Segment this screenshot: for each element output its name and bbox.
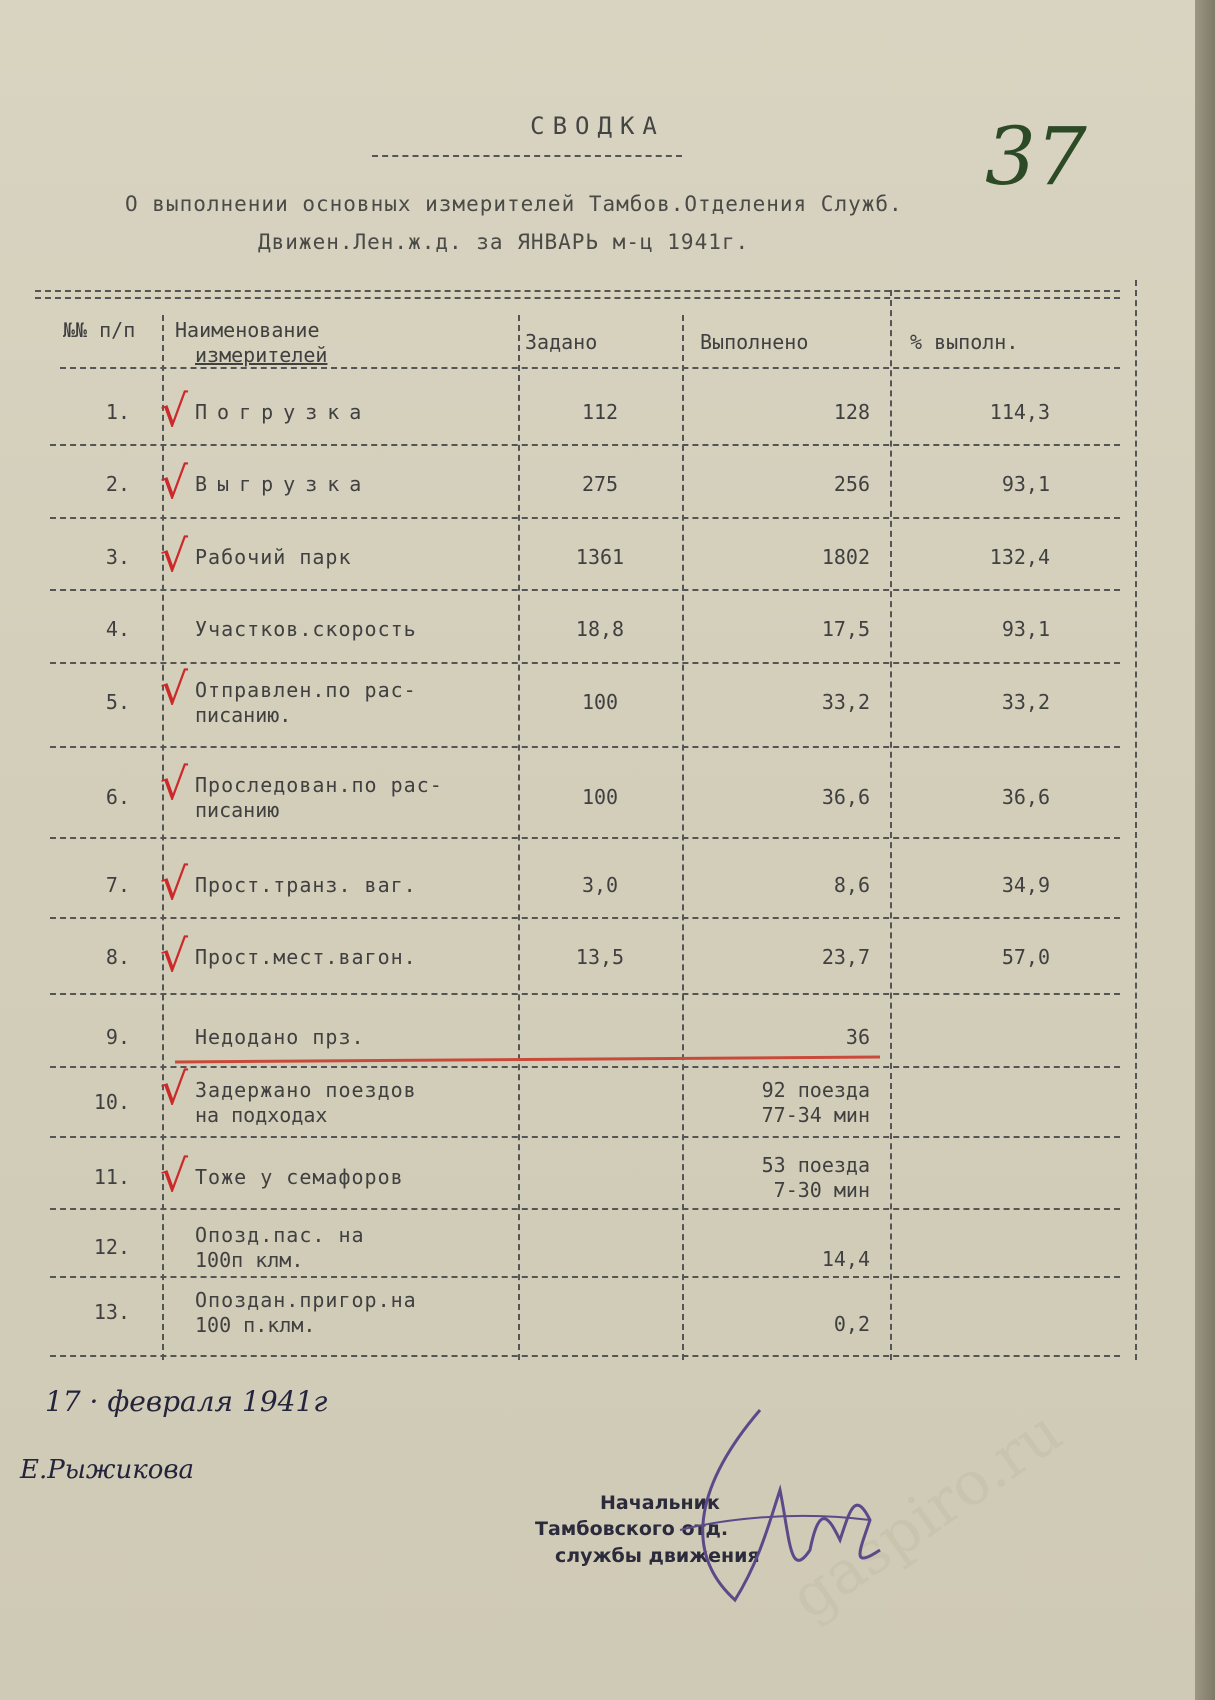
- row-separator: [50, 662, 1120, 664]
- row-number: 12.: [93, 1235, 130, 1259]
- stamp-line-3: службы движения: [555, 1545, 760, 1567]
- row-done-continued: 0,2: [833, 1312, 870, 1336]
- row-percent: 34,9: [1001, 873, 1050, 897]
- row-percent: 132,4: [989, 545, 1050, 569]
- row-done: 256: [833, 472, 870, 496]
- row-separator: [50, 1208, 1120, 1210]
- row-separator: [50, 1276, 1120, 1278]
- row-done: 128: [833, 400, 870, 424]
- row-separator: [50, 1066, 1120, 1068]
- checkmark-icon: √: [160, 931, 189, 982]
- header-assigned: Задано: [525, 330, 598, 354]
- title-underline: [372, 155, 682, 157]
- subtitle-line-2: Движен.Лен.ж.д. за ЯНВАРЬ м-ц 1941г.: [258, 230, 750, 254]
- table-top-border-2: [35, 297, 1120, 299]
- page-number: 37: [985, 110, 1087, 203]
- watermark: gaspiro.ru: [778, 1396, 1075, 1634]
- table-top-border: [35, 290, 1120, 292]
- row-assigned: 100: [581, 690, 619, 714]
- row-done: 8,6: [833, 873, 870, 897]
- row-name-continued: писанию.: [195, 703, 292, 727]
- row-name: Проследован.по рас-: [195, 773, 443, 797]
- row-name: Прост.транз. ваг.: [195, 873, 417, 897]
- row-name-continued: на подходах: [195, 1103, 328, 1127]
- row-percent: 93,1: [1001, 472, 1050, 496]
- stamp-line-1: Начальник: [600, 1492, 720, 1514]
- row-done: 23,7: [821, 945, 870, 969]
- row-name: Прост.мест.вагон.: [195, 945, 417, 969]
- row-number: 4.: [105, 617, 130, 641]
- page-edge: [1195, 0, 1215, 1700]
- row-number: 6.: [105, 785, 130, 809]
- col-divider-percent: [890, 290, 892, 1360]
- row-separator: [50, 1355, 1120, 1357]
- row-number: 9.: [105, 1025, 130, 1049]
- row-number: 2.: [105, 472, 130, 496]
- row-done-continued: 7-30 мин: [773, 1178, 870, 1202]
- stamp-line-2: Тамбовского отд.: [535, 1518, 729, 1540]
- document-title: СВОДКА: [530, 112, 665, 140]
- row-done: 33,2: [821, 690, 870, 714]
- row-percent: 33,2: [1001, 690, 1050, 714]
- row-name: Задержано поездов: [195, 1078, 417, 1102]
- row-name: Отправлен.по рас-: [195, 678, 417, 702]
- row-done: 1802: [821, 545, 870, 569]
- subtitle-line-1: О выполнении основных измерителей Тамбов.Отделения Служб.: [125, 192, 903, 216]
- row-separator: [50, 993, 1120, 995]
- row-name: Выгрузка: [195, 472, 372, 496]
- row-percent: 114,3: [989, 400, 1050, 424]
- row-done: 17,5: [821, 617, 870, 641]
- row-number: 8.: [105, 945, 130, 969]
- row-percent: 93,1: [1001, 617, 1050, 641]
- row-separator: [50, 589, 1120, 591]
- row-number: 10.: [93, 1090, 130, 1114]
- row-separator: [50, 444, 1120, 446]
- checkmark-icon: √: [160, 664, 189, 715]
- row-number: 11.: [93, 1165, 130, 1189]
- row-done: 36: [845, 1025, 870, 1049]
- row-name: Участков.скорость: [195, 617, 417, 641]
- row-done: 53 поезда: [761, 1153, 870, 1177]
- row-name: Погрузка: [195, 400, 372, 424]
- row-name: Тоже у семафоров: [195, 1165, 404, 1189]
- row-done: 36,6: [821, 785, 870, 809]
- row-assigned: 275: [581, 472, 619, 496]
- row-separator: [50, 917, 1120, 919]
- row-name: Недодано прз.: [195, 1025, 365, 1049]
- checkmark-icon: √: [160, 386, 189, 437]
- row-percent: 57,0: [1001, 945, 1050, 969]
- row-separator: [50, 746, 1120, 748]
- row-assigned: 3,0: [581, 873, 619, 897]
- checkmark-icon: √: [160, 1064, 189, 1115]
- row-done-continued: 14,4: [821, 1247, 870, 1271]
- row-name-continued: 100 п.клм.: [195, 1313, 316, 1337]
- row-separator: [50, 837, 1120, 839]
- checkmark-icon: √: [160, 531, 189, 582]
- handwritten-signature: [640, 1400, 900, 1630]
- row-done-continued: 77-34 мин: [761, 1103, 870, 1127]
- header-name-2: измерителей: [195, 343, 328, 367]
- row-assigned: 13,5: [575, 945, 625, 969]
- row-number: 5.: [105, 690, 130, 714]
- checkmark-icon: √: [160, 1151, 189, 1202]
- table-right-border: [1135, 280, 1137, 1360]
- row-number: 13.: [93, 1300, 130, 1324]
- row-separator: [50, 1136, 1120, 1138]
- row-name: Опозд.пас. на: [195, 1223, 365, 1247]
- row-done: 92 поезда: [761, 1078, 870, 1102]
- checkmark-icon: √: [160, 759, 189, 810]
- checkmark-icon: √: [160, 859, 189, 910]
- row-percent: 36,6: [1001, 785, 1050, 809]
- header-done: Выполнено: [700, 330, 809, 354]
- row-assigned: 112: [581, 400, 619, 424]
- row-name: Рабочий парк: [195, 545, 352, 569]
- row-name-continued: писанию: [195, 798, 280, 822]
- row-assigned: 1361: [575, 545, 625, 569]
- row-number: 1.: [105, 400, 130, 424]
- header-name-1: Наименование: [175, 318, 320, 342]
- header-percent: % выполн.: [910, 330, 1019, 354]
- author-name: Е.Рыжикова: [20, 1455, 195, 1485]
- row-number: 7.: [105, 873, 130, 897]
- signature-date: 17 · февраля 1941г: [45, 1385, 328, 1418]
- row-assigned: 18,8: [575, 617, 625, 641]
- row-name: Опоздан.пригор.на: [195, 1288, 417, 1312]
- checkmark-icon: √: [160, 458, 189, 509]
- row-assigned: 100: [581, 785, 619, 809]
- header-bottom-border: [60, 367, 1120, 369]
- header-num: №№ п/п: [63, 318, 136, 342]
- row-name-continued: 100п клм.: [195, 1248, 304, 1272]
- row-number: 3.: [105, 545, 130, 569]
- row-separator: [50, 517, 1120, 519]
